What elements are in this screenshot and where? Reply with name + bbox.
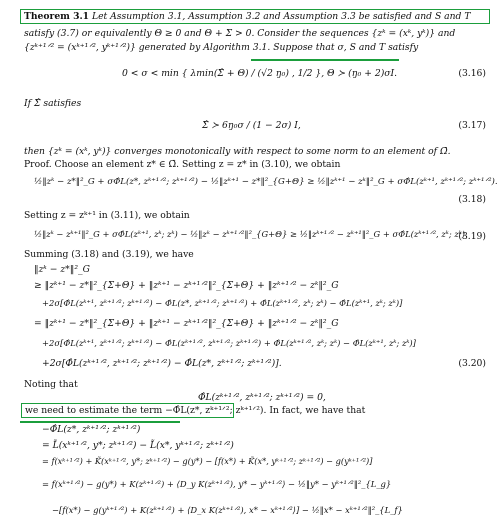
equation-number-3-16: (3.16) xyxy=(458,68,486,79)
estimate-line-2: = L̃(xᵏ⁺¹ᐟ², y*; zᵏ⁺¹ᐟ²) − L̃(x*, yᵏ⁺¹ᐟ²; zᵏ⁺¹ᐟ²) xyxy=(42,440,234,451)
equation-noting: Φ̂L(zᵏ⁺¹ᐟ², zᵏ⁺¹ᐟ²; zᵏ⁺¹ᐟ²) = 0, xyxy=(198,392,326,403)
proof-line-4: Noting that xyxy=(24,379,78,390)
proof-line-1: Proof. Choose an element z* ∈ Ω̄. Setting z = z* in (3.10), we obtain xyxy=(24,159,341,170)
theorem-line-1 xyxy=(24,11,470,22)
proof-line-2: Setting z = zᵏ⁺¹ in (3.11), we obtain xyxy=(24,210,190,221)
proof-line-5-boxed: we need to estimate the term −Φ̂L(z*, zᵏ⁺¹ᐟ²; zᵏ⁺¹ᐟ²). xyxy=(25,405,267,416)
theorem-if-line: If Σ̂ satisfies xyxy=(24,98,82,109)
theorem-then-line: then {zᵏ = (xᵏ, yᵏ)} converges monotonically with respect to some norm to an element of Ω̄. xyxy=(24,146,451,157)
sum-line-3: +2σ[Φ̂L(zᵏ⁺¹, zᵏ⁺¹ᐟ²; zᵏ⁺¹ᐟ²) − Φ̂L(z*, zᵏ⁺¹ᐟ²; zᵏ⁺¹ᐟ²) + Φ̂L(zᵏ⁺¹ᐟ², zᵏ; zᵏ) − Φ̂L(zᵏ⁺¹, zᵏ; zᵏ)] xyxy=(42,298,403,308)
highlight-underline-suppose xyxy=(251,59,399,61)
equation-3-18: ½‖zᵏ − z*‖²_G + σΦ̂L(z*, zᵏ⁺¹ᐟ²; zᵏ⁺¹ᐟ²) − ½‖zᵏ⁺¹ − z*‖²_{G+Θ} ≥ ½‖zᵏ⁺¹ − zᵏ‖²_G + σΦ̂L(zᵏ⁺¹, zᵏ⁺¹ᐟ²; zᵏ⁺¹ᐟ²). xyxy=(34,177,498,187)
theorem-line-2: satisfy (3.7) or equivalently Θ ≥ 0 and Θ + Σ > 0. Consider the sequences {zᵏ = (xᵏ, yᵏ)} and xyxy=(24,28,456,39)
highlight-underline-estimate-left xyxy=(20,421,180,423)
sum-line-6: +2σ[Φ̂L(zᵏ⁺¹ᐟ², zᵏ⁺¹ᐟ²; zᵏ⁺¹ᐟ²) − Φ̂L(z*, zᵏ⁺¹ᐟ²; zᵏ⁺¹ᐟ²)]. xyxy=(42,358,282,369)
sum-line-1: ‖zᵏ − z*‖²_G xyxy=(34,264,90,275)
theorem-text-1: Let Assumption 3.1, Assumption 3.2 and Assumption 3.3 be satisfied and S and T xyxy=(92,11,471,22)
theorem-label: Theorem 3.1 xyxy=(24,11,90,22)
equation-number-3-19: (3.19) xyxy=(458,231,486,242)
sum-line-4: = ‖zᵏ⁺¹ − z*‖²_{Σ+Θ} + ‖zᵏ⁺¹ − zᵏ⁺¹ᐟ²‖²_{Σ+Θ} + ‖zᵏ⁺¹ᐟ² − zᵏ‖²_G xyxy=(34,318,339,329)
equation-number-3-17: (3.17) xyxy=(458,120,486,131)
proof-line-5-rest: In fact, we have that xyxy=(269,405,366,416)
theorem-line-3: {zᵏ⁺¹ᐟ² = (xᵏ⁺¹ᐟ², yᵏ⁺¹ᐟ²)} generated by Algorithm 3.1. Suppose that σ, S and T satisfy xyxy=(24,42,419,53)
estimate-line-5: −[f(x*) − g(yᵏ⁺¹ᐟ²) + K(zᵏ⁺¹ᐟ²) + ⟨D_x K(zᵏ⁺¹ᐟ²), x* − xᵏ⁺¹ᐟ²⟩] − ½‖x* − xᵏ⁺¹ᐟ²‖²_{L_f} xyxy=(52,505,403,515)
estimate-line-1: −Φ̂L(z*, zᵏ⁺¹ᐟ²; zᵏ⁺¹ᐟ²) xyxy=(42,424,141,435)
sum-line-2: ≥ ‖zᵏ⁺¹ − z*‖²_{Σ+Θ} + ‖zᵏ⁺¹ − zᵏ⁺¹ᐟ²‖²_{Σ+Θ} + ‖zᵏ⁺¹ᐟ² − zᵏ‖²_G xyxy=(34,280,339,291)
estimate-line-3: = f(xᵏ⁺¹ᐟ²) + K̃(xᵏ⁺¹ᐟ², y*; zᵏ⁺¹ᐟ²) − g(y*) − [f(x*) + K̃(x*, yᵏ⁺¹ᐟ²; zᵏ⁺¹ᐟ²) − g(yᵏ⁺¹ᐟ²)] xyxy=(42,456,373,466)
proof-line-5 xyxy=(25,405,365,416)
equation-3-16: 0 < σ < min { λmin(Σ̂ + Θ) / (√2 ŋ₀) , 1/2 }, Θ ≻ (ŋ₀ + 2)σI. xyxy=(122,68,398,79)
equation-number-3-18: (3.18) xyxy=(458,194,486,205)
sum-line-5: +2σ[Φ̂L(zᵏ⁺¹, zᵏ⁺¹ᐟ²; zᵏ⁺¹ᐟ²) − Φ̂L(zᵏ⁺¹ᐟ², zᵏ⁺¹ᐟ²; zᵏ⁺¹ᐟ²) + Φ̂L(zᵏ⁺¹ᐟ², zᵏ; zᵏ) − Φ̂L(zᵏ⁺¹, zᵏ; zᵏ)] xyxy=(42,338,416,348)
proof-line-3: Summing (3.18) and (3.19), we have xyxy=(24,249,194,260)
estimate-line-4: = f(xᵏ⁺¹ᐟ²) − g(y*) + K(zᵏ⁺¹ᐟ²) + ⟨D_y K(zᵏ⁺¹ᐟ²), y* − yᵏ⁺¹ᐟ²⟩ − ½‖y* − yᵏ⁺¹ᐟ²‖²_{L_g} xyxy=(42,479,392,489)
equation-number-3-20: (3.20) xyxy=(458,358,486,369)
equation-3-19: ½‖zᵏ − zᵏ⁺¹‖²_G + σΦ̂L(zᵏ⁺¹, zᵏ; zᵏ) − ½‖zᵏ − zᵏ⁺¹ᐟ²‖²_{G+Θ} ≥ ½‖zᵏ⁺¹ᐟ² − zᵏ⁺¹‖²_G + σΦ̂L(zᵏ⁺¹ᐟ², zᵏ; zᵏ). xyxy=(34,229,468,239)
equation-3-17: Σ̂ ≻ 6ŋ₀σ / (1 − 2σ) I, xyxy=(202,120,301,131)
